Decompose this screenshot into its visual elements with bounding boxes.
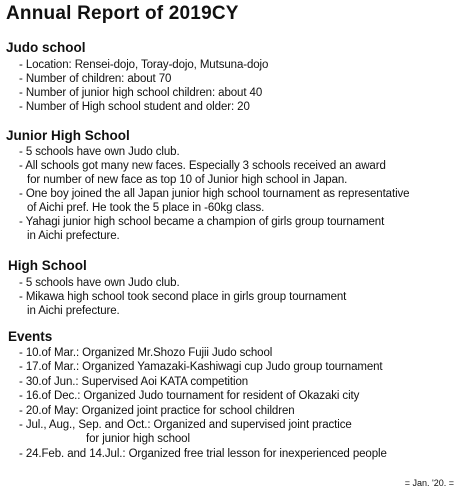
high-school-line: - 5 schools have own Judo club. xyxy=(19,277,180,289)
junior-high-line: of Aichi pref. He took the 5 place in -60kg class. xyxy=(27,202,265,214)
events-line: - 30.of Jun.: Supervised Aoi KATA competition xyxy=(19,376,249,388)
high-school-heading: High School xyxy=(8,258,87,273)
events-heading: Events xyxy=(8,329,53,344)
judo-school-line: - Number of children: about 70 xyxy=(19,73,172,85)
junior-high-line: in Aichi prefecture. xyxy=(27,230,120,242)
report-date: = Jan. '20. = xyxy=(404,478,454,488)
judo-school-line: - Number of junior high school children: about 40 xyxy=(19,87,263,99)
events-line: - 24.Feb. and 14.Jul.: Organized free trial lesson for inexperienced people xyxy=(19,448,387,460)
judo-school-line: - Location: Rensei-dojo, Toray-dojo, Mutsuna-dojo xyxy=(19,59,269,71)
events-line: - 10.of Mar.: Organized Mr.Shozo Fujii Judo school xyxy=(19,347,273,359)
high-school-line: in Aichi prefecture. xyxy=(27,305,120,317)
junior-high-line: - All schools got many new faces. Especially 3 schools received an award xyxy=(19,160,386,172)
junior-high-line: - 5 schools have own Judo club. xyxy=(19,146,180,158)
junior-high-line: - Yahagi junior high school became a champion of girls group tournament xyxy=(19,216,385,228)
events-line: - 20.of May: Organized joint practice for school children xyxy=(19,405,295,417)
page-title: Annual Report of 2019CY xyxy=(6,3,239,24)
events-line: for junior high school xyxy=(86,433,190,445)
events-line: - 17.of Mar.: Organized Yamazaki-Kashiwagi cup Judo group tournament xyxy=(19,361,383,373)
events-line: - Jul., Aug., Sep. and Oct.: Organized and supervised joint practice xyxy=(19,419,352,431)
junior-high-line: for number of new face as top 10 of Junior high school in Japan. xyxy=(27,174,348,186)
judo-school-line: - Number of High school student and older: 20 xyxy=(19,101,250,113)
judo-school-heading: Judo school xyxy=(6,40,86,55)
high-school-line: - Mikawa high school took second place in girls group tournament xyxy=(19,291,347,303)
events-line: - 16.of Dec.: Organized Judo tournament for resident of Okazaki city xyxy=(19,390,360,402)
junior-high-school-heading: Junior High School xyxy=(6,128,130,143)
junior-high-line: - One boy joined the all Japan junior high school tournament as representative xyxy=(19,188,410,200)
